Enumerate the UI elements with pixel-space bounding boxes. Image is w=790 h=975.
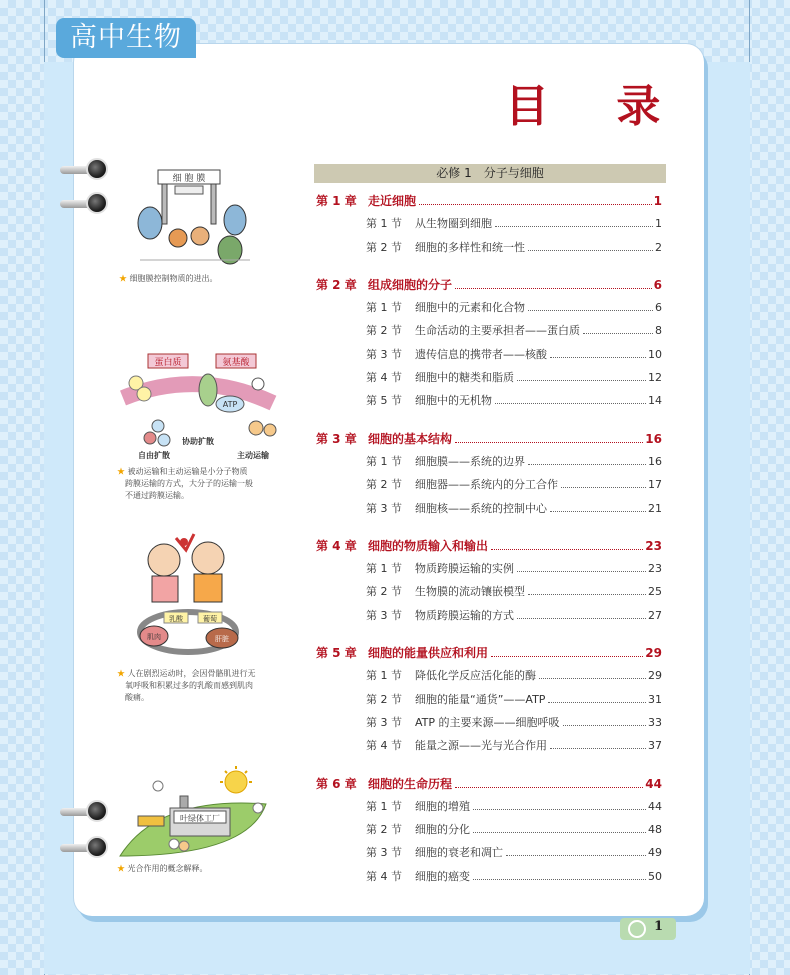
toc-section-page: 29 <box>648 669 662 683</box>
svg-text:ATP: ATP <box>222 400 238 409</box>
toc-section[interactable] <box>316 239 662 262</box>
toc-chapter-title: 细胞的基本结构 <box>368 431 453 446</box>
toc-section-page: 31 <box>648 692 662 706</box>
svg-text:肌肉: 肌肉 <box>147 633 161 641</box>
toc-section-page: 2 <box>655 240 662 254</box>
cell-membrane-illustration <box>120 168 270 273</box>
transport-caption: ★ 被动运输和主动运输是小分子物质 跨膜运输的方式，大分子的运输一般 不通过跨膜运输。 <box>117 467 253 500</box>
toc-section-title: 降低化学反应活化能的酶 <box>415 669 536 683</box>
toc-chapter-page: 16 <box>645 431 662 446</box>
toc-section-title: 从生物圈到细胞 <box>415 217 492 231</box>
toc-section-number: 第 2 节 <box>366 478 402 492</box>
leader-dots <box>491 656 643 657</box>
svg-text:主动运输: 主动运输 <box>237 451 269 460</box>
toc-section[interactable] <box>316 798 662 821</box>
binder-ring-icon <box>60 836 106 860</box>
toc-section-number: 第 2 节 <box>366 585 402 599</box>
toc-section[interactable] <box>316 583 662 606</box>
toc-section[interactable] <box>316 392 662 415</box>
toc-section-number: 第 1 节 <box>366 562 402 576</box>
star-icon: ★ <box>117 669 128 678</box>
toc-chapter-page: 1 <box>653 194 662 208</box>
star-icon: ★ <box>117 864 128 873</box>
leader-dots <box>473 809 646 810</box>
toc-section-number: 第 3 节 <box>366 347 402 361</box>
toc-section-page: 44 <box>648 799 662 813</box>
binder-ring-icon <box>60 192 106 216</box>
toc-section-number: 第 1 节 <box>366 301 402 315</box>
leader-dots <box>528 464 646 465</box>
toc-section-title: 细胞的衰老和凋亡 <box>415 846 503 860</box>
exercise-lactic-acid-illustration <box>128 520 248 660</box>
chapter-gap <box>316 630 662 644</box>
toc-chapter-number: 第 2 章 <box>316 277 357 292</box>
membrane-caption: ★ 细胞膜控制物质的进出。 <box>119 274 218 283</box>
toc-section[interactable] <box>316 453 662 476</box>
toc-chapter-title: 组成细胞的分子 <box>368 277 453 292</box>
toc-section[interactable] <box>316 714 662 737</box>
membrane-gate-label: 细 胞 膜 <box>172 174 206 184</box>
toc-chapter-number: 第 5 章 <box>316 646 357 661</box>
leader-dots <box>495 226 653 227</box>
toc-section-title: 细胞的癌变 <box>415 869 470 883</box>
chapter-gap <box>316 523 662 537</box>
svg-text:肝脏: 肝脏 <box>215 635 229 643</box>
toc-section-title: 细胞的能量“通货”——ATP <box>415 692 546 706</box>
toc-section[interactable] <box>316 560 662 583</box>
toc-section-number: 第 4 节 <box>366 371 402 385</box>
leader-dots <box>455 442 643 443</box>
toc-chapter-title: 细胞的物质输入和输出 <box>368 538 489 553</box>
svg-text:氨基酸: 氨基酸 <box>222 358 250 368</box>
star-icon: ★ <box>119 274 130 283</box>
leader-dots <box>563 725 646 726</box>
membrane-transport-illustration <box>118 348 278 463</box>
toc-section[interactable] <box>316 868 662 891</box>
toc-section[interactable] <box>316 215 662 238</box>
toc-section-number: 第 2 节 <box>366 823 402 837</box>
leader-dots <box>548 702 646 703</box>
toc-section[interactable] <box>316 607 662 630</box>
leader-dots <box>539 678 646 679</box>
star-icon: ★ <box>117 467 128 476</box>
toc-section-title: 细胞的多样性和统一性 <box>415 240 525 254</box>
leader-dots <box>455 288 652 289</box>
svg-text:乳酸: 乳酸 <box>169 615 183 623</box>
toc-chapter-number: 第 1 章 <box>316 194 357 208</box>
toc-section-title: 细胞中的元素和化合物 <box>415 301 525 315</box>
toc-chapter[interactable] <box>316 276 662 299</box>
leader-dots <box>473 879 646 880</box>
module-heading: 必修 1 分子与细胞 <box>314 164 666 183</box>
chapter-gap <box>316 262 662 276</box>
toc-chapter-page: 6 <box>653 277 662 292</box>
page-number: 1 <box>654 919 664 934</box>
toc-section-number: 第 2 节 <box>366 324 402 338</box>
toc-chapter-page: 44 <box>645 776 662 791</box>
toc-section[interactable] <box>316 299 662 322</box>
toc-section-number: 第 4 节 <box>366 739 402 753</box>
binder-ring-icon <box>60 800 106 824</box>
leader-dots <box>473 832 646 833</box>
toc-section-page: 49 <box>648 846 662 860</box>
toc-chapter-number: 第 4 章 <box>316 538 357 553</box>
leader-dots <box>561 487 646 488</box>
toc-section-number: 第 3 节 <box>366 501 402 515</box>
leader-dots <box>517 571 646 572</box>
toc-section-number: 第 5 节 <box>366 394 402 408</box>
photosynthesis-illustration <box>118 766 278 861</box>
toc-chapter[interactable] <box>316 644 662 667</box>
toc-chapter[interactable] <box>316 192 662 215</box>
toc-section-number: 第 3 节 <box>366 846 402 860</box>
toc-section-page: 27 <box>648 608 662 622</box>
toc-section-title: 细胞中的无机物 <box>415 394 492 408</box>
toc-section-page: 12 <box>648 371 662 385</box>
toc-section-number: 第 1 节 <box>366 799 402 813</box>
toc-section-page: 25 <box>648 585 662 599</box>
leader-dots <box>528 250 653 251</box>
leader-dots <box>528 310 653 311</box>
toc-section-page: 17 <box>648 478 662 492</box>
toc-section-number: 第 1 节 <box>366 217 402 231</box>
toc-chapter-number: 第 6 章 <box>316 776 357 791</box>
toc-section[interactable] <box>316 667 662 690</box>
toc-chapter-page: 29 <box>645 646 662 661</box>
toc-section-number: 第 4 节 <box>366 869 402 883</box>
toc-section[interactable] <box>316 346 662 369</box>
leader-dots <box>455 787 643 788</box>
chapter-gap <box>316 416 662 430</box>
toc-section-page: 21 <box>648 501 662 515</box>
toc-section-page: 14 <box>648 394 662 408</box>
toc-section-title: 能量之源——光与光合作用 <box>415 739 547 753</box>
leader-dots <box>550 357 646 358</box>
toc-section-page: 23 <box>648 562 662 576</box>
leaf-icon <box>628 920 646 938</box>
toc-section-number: 第 1 节 <box>366 669 402 683</box>
toc-section[interactable] <box>316 322 662 345</box>
toc-section[interactable] <box>316 369 662 392</box>
toc-section[interactable] <box>316 737 662 760</box>
toc-section-number: 第 2 节 <box>366 240 402 254</box>
toc-section[interactable] <box>316 844 662 867</box>
toc-section-number: 第 3 节 <box>366 715 402 729</box>
leader-dots <box>583 333 653 334</box>
toc-chapter-page: 23 <box>645 538 662 553</box>
toc-section-page: 8 <box>655 324 662 338</box>
svg-text:协助扩散: 协助扩散 <box>182 437 214 446</box>
toc-section-page: 6 <box>655 301 662 315</box>
table-of-contents <box>316 192 662 891</box>
toc-section-title: 物质跨膜运输的实例 <box>415 562 514 576</box>
toc-section-title: ATP 的主要来源——细胞呼吸 <box>415 715 560 729</box>
toc-section-title: 细胞膜——系统的边界 <box>415 454 525 468</box>
leader-dots <box>419 204 652 205</box>
toc-section-number: 第 3 节 <box>366 608 402 622</box>
leader-dots <box>517 618 646 619</box>
toc-chapter-number: 第 3 章 <box>316 431 357 446</box>
leader-dots <box>517 380 646 381</box>
photosynthesis-caption: ★ 光合作用的概念解释。 <box>117 864 208 873</box>
leader-dots <box>550 748 646 749</box>
exercise-caption: ★ 人在剧烈运动时，会因骨骼肌进行无 氧呼吸和积累过多的乳酸而感到肌肉 酸痛。 <box>117 669 256 702</box>
chapter-gap <box>316 761 662 775</box>
toc-section-title: 细胞中的糖类和脂质 <box>415 371 514 385</box>
toc-section[interactable] <box>316 691 662 714</box>
toc-section[interactable] <box>316 500 662 523</box>
leader-dots <box>506 855 646 856</box>
svg-text:葡萄: 葡萄 <box>203 615 217 623</box>
svg-text:蛋白质: 蛋白质 <box>154 358 182 368</box>
toc-section-title: 细胞器——系统内的分工合作 <box>415 478 558 492</box>
svg-text:叶绿体工厂: 叶绿体工厂 <box>180 814 220 823</box>
toc-section-title: 生命活动的主要承担者——蛋白质 <box>415 324 580 338</box>
toc-chapter-title: 细胞的能量供应和利用 <box>368 646 489 661</box>
toc-section-number: 第 1 节 <box>366 454 402 468</box>
leader-dots <box>528 594 646 595</box>
toc-section-title: 物质跨膜运输的方式 <box>415 608 514 622</box>
toc-section[interactable] <box>316 821 662 844</box>
toc-chapter-title: 走近细胞 <box>368 194 417 208</box>
toc-chapter-title: 细胞的生命历程 <box>368 776 453 791</box>
toc-section-title: 细胞核——系统的控制中心 <box>415 501 547 515</box>
toc-section-title: 生物膜的流动镶嵌模型 <box>415 585 525 599</box>
binder-ring-icon <box>60 158 106 182</box>
page-title: 目 录 <box>505 81 687 132</box>
toc-section-number: 第 2 节 <box>366 692 402 706</box>
toc-section-title: 细胞的增殖 <box>415 799 470 813</box>
leader-dots <box>495 403 646 404</box>
subject-tab: 高中生物 <box>56 18 196 58</box>
toc-chapter[interactable] <box>316 775 662 798</box>
toc-section-page: 33 <box>648 715 662 729</box>
toc-section-page: 37 <box>648 739 662 753</box>
toc-chapter[interactable] <box>316 537 662 560</box>
toc-section-page: 16 <box>648 454 662 468</box>
toc-chapter[interactable] <box>316 430 662 453</box>
leader-dots <box>491 549 643 550</box>
toc-section-page: 10 <box>648 347 662 361</box>
svg-text:自由扩散: 自由扩散 <box>138 451 170 460</box>
toc-section-page: 50 <box>648 869 662 883</box>
toc-section-title: 细胞的分化 <box>415 823 470 837</box>
toc-section-page: 48 <box>648 823 662 837</box>
toc-section-title: 遗传信息的携带者——核酸 <box>415 347 547 361</box>
toc-section-page: 1 <box>655 217 662 231</box>
leader-dots <box>550 511 646 512</box>
toc-section[interactable] <box>316 476 662 499</box>
